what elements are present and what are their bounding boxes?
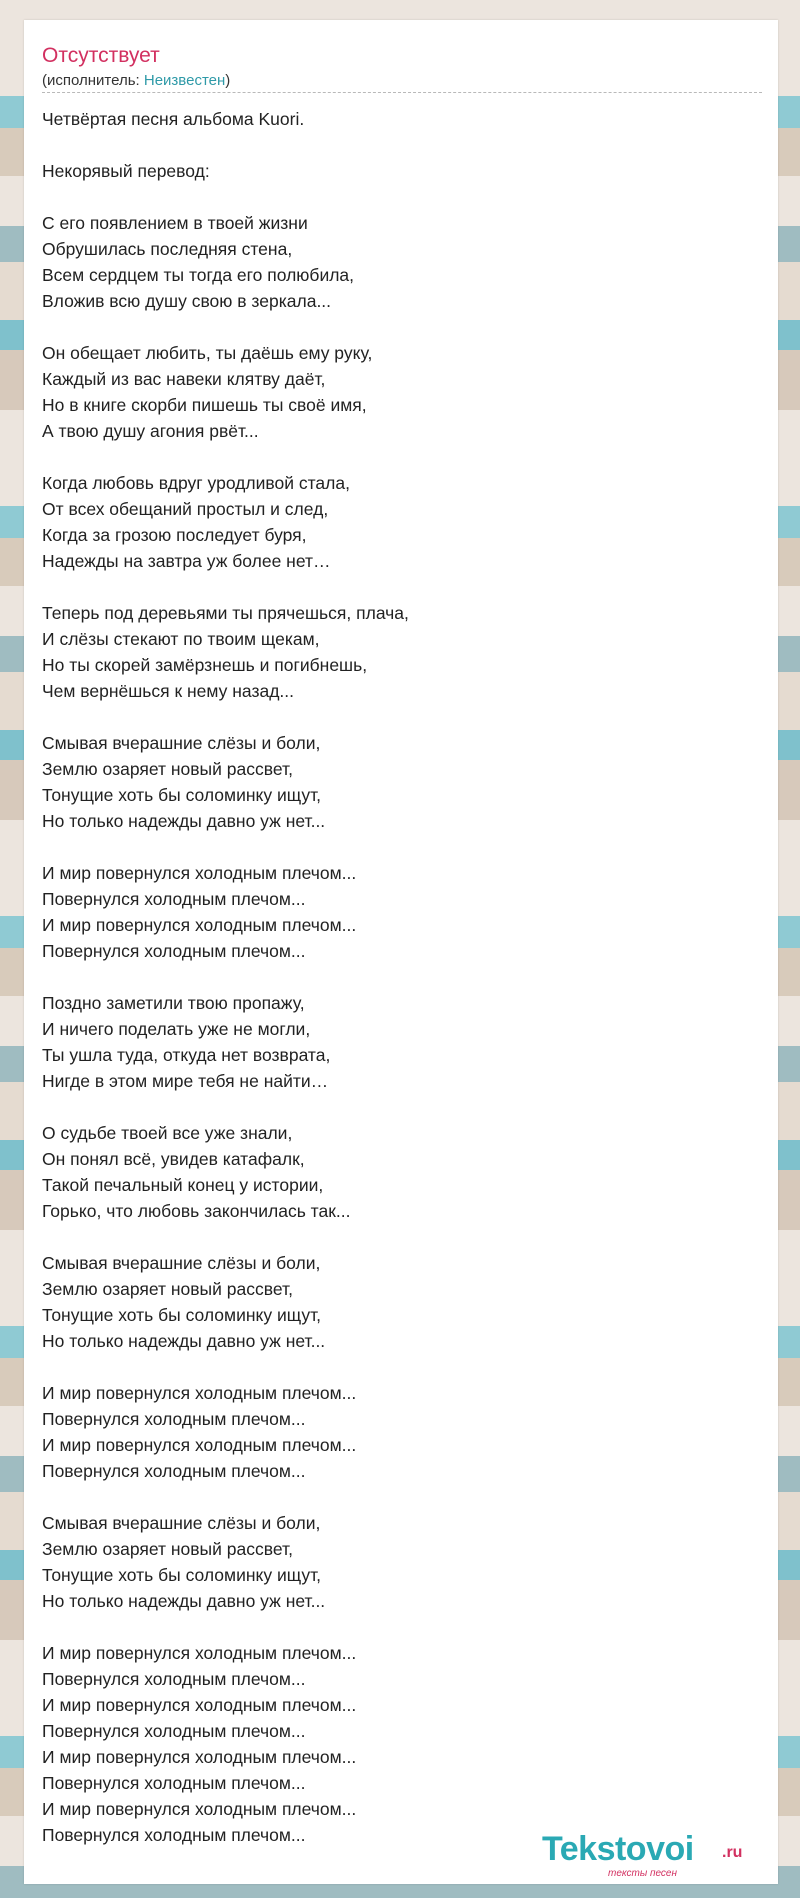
lyric-line: О судьбе твоей все уже знали, [42, 1123, 293, 1143]
lyric-line: Смывая вчерашние слёзы и боли, [42, 1253, 321, 1273]
lyric-line: Повернулся холодным плечом... [42, 1409, 306, 1429]
lyric-line: И ничего поделать уже не могли, [42, 1019, 311, 1039]
lyric-line: Землю озаряет новый рассвет, [42, 1279, 293, 1299]
lyric-line: И мир повернулся холодным плечом... [42, 863, 357, 883]
stanza-break [42, 1614, 742, 1640]
lyrics-card [24, 20, 778, 1884]
lyric-line: Тонущие хоть бы соломинку ищут, [42, 1565, 322, 1585]
stanza-break [42, 834, 742, 860]
lyric-line: Повернулся холодным плечом... [42, 1721, 306, 1741]
lyric-line: Но только надежды давно уж нет... [42, 1331, 326, 1351]
lyric-line: Смывая вчерашние слёзы и боли, [42, 1513, 321, 1533]
site-logo[interactable] [542, 1830, 774, 1882]
lyric-line: Повернулся холодным плечом... [42, 941, 306, 961]
lyric-line: Некорявый перевод: [42, 161, 210, 181]
logo-domain: .ru [722, 1844, 743, 1861]
lyric-line: Чем вернёшься к нему назад... [42, 681, 295, 701]
lyric-line: С его появлением в твоей жизни [42, 213, 308, 233]
performer-suffix: ) [225, 72, 231, 89]
lyric-line: Повернулся холодным плечом... [42, 1461, 306, 1481]
lyric-line: Ты ушла туда, откуда нет возврата, [42, 1045, 331, 1065]
performer-line [42, 72, 230, 89]
lyric-line: И мир повернулся холодным плечом... [42, 1435, 357, 1455]
lyric-line: И мир повернулся холодным плечом... [42, 1747, 357, 1767]
lyrics-text [42, 106, 742, 1848]
performer-prefix: (исполнитель: [42, 72, 144, 89]
lyric-line: И мир повернулся холодным плечом... [42, 1799, 357, 1819]
lyric-line: Каждый из вас навеки клятву даёт, [42, 369, 326, 389]
lyric-line: И мир повернулся холодным плечом... [42, 1695, 357, 1715]
logo-wordmark: Tekstovoi [542, 1830, 694, 1868]
lyric-line: Он обещает любить, ты даёшь ему руку, [42, 343, 373, 363]
lyric-line: Но только надежды давно уж нет... [42, 1591, 326, 1611]
lyric-line: Землю озаряет новый рассвет, [42, 759, 293, 779]
stanza-break [42, 704, 742, 730]
lyric-line: Смывая вчерашние слёзы и боли, [42, 733, 321, 753]
lyric-line: Тонущие хоть бы соломинку ищут, [42, 1305, 322, 1325]
lyric-line: Нигде в этом мире тебя не найти… [42, 1071, 329, 1091]
lyric-line: Поздно заметили твою пропажу, [42, 993, 305, 1013]
stanza-break [42, 574, 742, 600]
stanza-break [42, 444, 742, 470]
lyric-line: Повернулся холодным плечом... [42, 1669, 306, 1689]
lyric-line: Тонущие хоть бы соломинку ищут, [42, 785, 322, 805]
lyric-line: Теперь под деревьями ты прячешься, плача, [42, 603, 409, 623]
lyric-line: Когда любовь вдруг уродливой стала, [42, 473, 350, 493]
lyric-line: Когда за грозою последует буря, [42, 525, 307, 545]
lyric-line: Повернулся холодным плечом... [42, 1825, 306, 1845]
performer-link[interactable]: Неизвестен [143, 72, 226, 89]
lyric-line: Надежды на завтра уж более нет… [42, 551, 331, 571]
lyric-line: Но в книге скорби пишешь ты своё имя, [42, 395, 367, 415]
logo-tagline: тексты песен [608, 1868, 677, 1879]
lyric-line: Но только надежды давно уж нет... [42, 811, 326, 831]
lyric-line: А твою душу агония рвёт... [42, 421, 259, 441]
lyric-line: Но ты скорей замёрзнешь и погибнешь, [42, 655, 368, 675]
stanza-break [42, 314, 742, 340]
lyric-line: И мир повернулся холодным плечом... [42, 1643, 357, 1663]
lyric-line: От всех обещаний простыл и след, [42, 499, 329, 519]
lyric-line: Четвёртая песня альбома Kuori. [42, 109, 305, 129]
lyric-line: Обрушилась последняя стена, [42, 239, 293, 259]
song-title: Отсутствует [42, 44, 160, 67]
stanza-break [42, 964, 742, 990]
lyric-line: Повернулся холодным плечом... [42, 889, 306, 909]
stanza-break [42, 184, 742, 210]
lyric-line: Он понял всё, увидев катафалк, [42, 1149, 305, 1169]
stanza-break [42, 1224, 742, 1250]
lyric-line: И слёзы стекают по твоим щекам, [42, 629, 320, 649]
stanza-break [42, 1094, 742, 1120]
lyric-line: Всем сердцем ты тогда его полюбила, [42, 265, 355, 285]
lyric-line: Повернулся холодным плечом... [42, 1773, 306, 1793]
lyric-line: И мир повернулся холодным плечом... [42, 1383, 357, 1403]
lyric-line: Такой печальный конец у истории, [42, 1175, 324, 1195]
lyric-line: Горько, что любовь закончилась так... [42, 1201, 351, 1221]
stanza-break [42, 1354, 742, 1380]
lyric-line: И мир повернулся холодным плечом... [42, 915, 357, 935]
dashed-divider [42, 92, 762, 93]
stanza-break [42, 132, 742, 158]
lyric-line: Вложив всю душу свою в зеркала... [42, 291, 332, 311]
lyric-line: Землю озаряет новый рассвет, [42, 1539, 293, 1559]
stanza-break [42, 1484, 742, 1510]
